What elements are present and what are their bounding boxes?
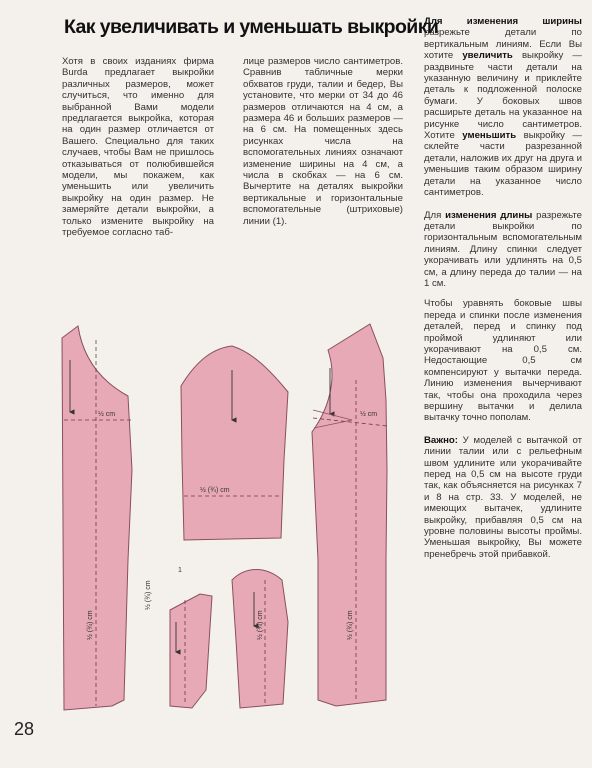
front-half-cm-label: ½ cm xyxy=(360,411,378,418)
back-half-cm-label: ½ cm xyxy=(98,411,116,418)
sleeve-width-label: ½ (¾) cm xyxy=(200,487,230,494)
side-width-label: ½ (¾) cm xyxy=(145,580,152,610)
length-lead: изменения длины xyxy=(445,209,533,221)
width-lead: Для изменения ширины xyxy=(424,16,582,27)
increase-term: увеличить xyxy=(462,50,513,62)
pattern-sleeve-piece xyxy=(181,346,288,540)
length-paragraph: Для изменения длины разрежьте детали выкройки по горизонтальным вспомогательным линиям. Длину спинки следует укорачивать или удлинять на 0,5 см, а длину переда до талии — на 1 см. xyxy=(424,209,582,289)
pattern-back-piece xyxy=(62,326,132,710)
page-number: 28 xyxy=(14,719,35,739)
back-width-label: ½ (¾) cm xyxy=(87,610,94,640)
page-title: Как увеличивать и уменьшать выкройки xyxy=(64,16,439,38)
front-width-label: ½ (¾) cm xyxy=(347,610,354,640)
side-seams-paragraph: Чтобы уравнять боковые швы переда и спинки после изменения деталей, перед и спинку под проймой удлиняют или укорачивают на 0,5 см. Недостающие 0,5 см компенсируют у вытачки переда. Линию изменения вычерчивают так, чтобы она проходила через вершину вытачки и делила вытачку точно пополам. xyxy=(424,298,582,424)
sizes-paragraph: лице размеров число сантиметров. Сравнив табличные мерки обхватов груди, талии и бедер, Вы установите, что мерки от 34 до 46 размеров отличаются на 4 см, а размера 46 и больших размеров — на 6 см. На помещенных здесь рисунках числа на вспомогательных линиях означают изменение ширины на 4 см, а числа в скобках — на 6 см. Вычертите на деталях выкройки вертикальные и горизонтальные вспомогательные (штриховые) линии (1). xyxy=(243,56,403,227)
lower-sleeve-width-label: ½ (¾) cm xyxy=(257,610,264,640)
important-paragraph: Важно: У моделей с вытачкой от линии талии или с рельефным швом удлините или укорачивайте перед на 0,5 см на высоте груди так, как объясняется на рисунках 7 и 8 на стр. 33. У моделей, не имеющих вытачек, удлините выкройку, прибавляя 0,5 см на уровне половины высоты проймы. Уменьшая выкройку, Вы можете пренебречь этой прибавкой. xyxy=(424,434,582,560)
decrease-term: уменьшить xyxy=(462,130,517,142)
important-lead: Важно: xyxy=(424,434,458,446)
intro-paragraph: Хотя в своих изданиях фирма Burda предлагает выкройки различных размеров, может случиться, что именно для выбранной Вами модели предлагается выкройка, которая на один размер отличается от Вашего. Специально для таких случаев, чтобы Вам не пришлось отказываться от полюбившейся модели, мы покажем, как уменьшить или увеличить выкройку на один размер. Не замеряйте детали выкройки, а только измените выкройку на требуемое согласно таб- xyxy=(62,56,214,239)
width-paragraph: Для изменения ширины разрежьте детали по вертикальным линиям. Если Вы хотите увеличить выкройку — раздвиньте части детали на указанную величину и приклейте деталь к подложенной полоске бумаги. У боковых швов расширьте деталь на указанное на рисунке число сантиметров. Хотите уменьшить выкройку — склейте части разрезанной детали, наложив их друг на друга и уменьшив таким образом ширину детали на указанное число сантиметров. xyxy=(424,16,582,199)
figure-number: 1 xyxy=(178,567,182,574)
pattern-front-piece xyxy=(312,324,387,706)
